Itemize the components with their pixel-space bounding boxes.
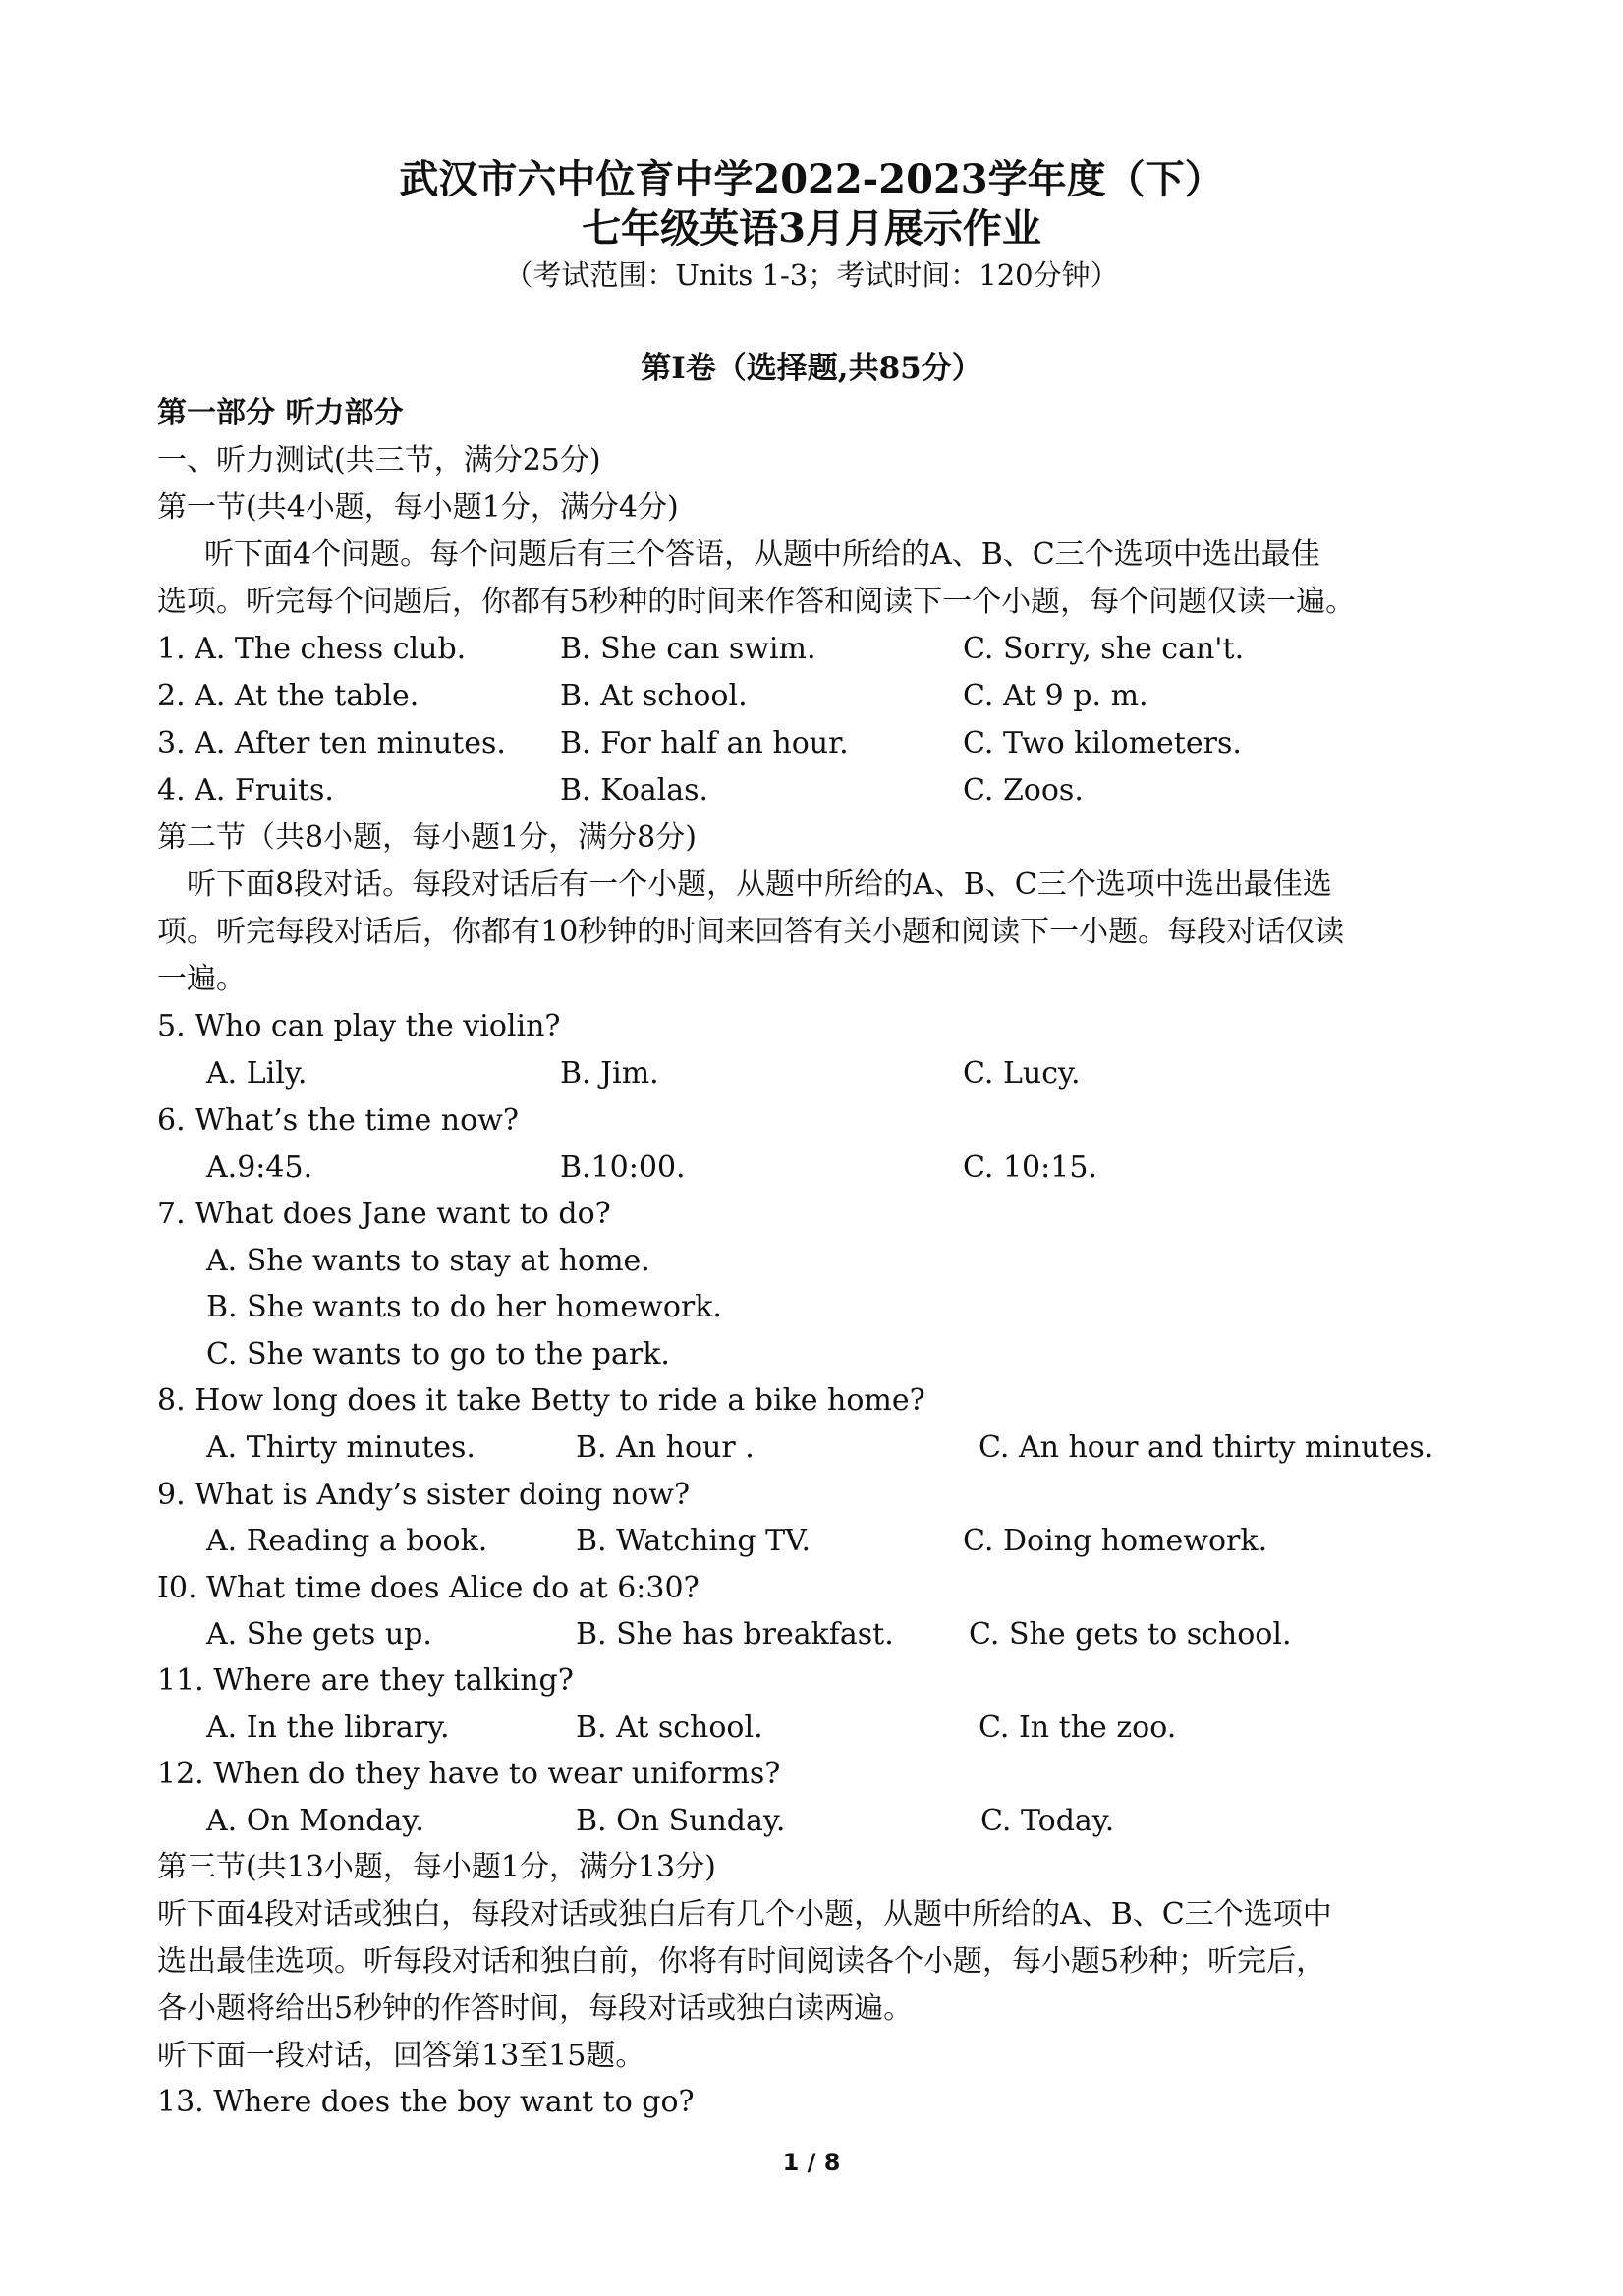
q11-option-c: C. In the zoo. — [979, 1710, 1177, 1745]
section3-instruction: 听下面一段对话，回答第13至15题。 — [157, 2039, 645, 2073]
section1-instruction: 选项。听完每个问题后，你都有5秒种的时间来作答和阅读下一个小题，每个问题仅读一遍。 — [157, 585, 1356, 619]
q8-stem: 8. How long does it take Betty to ride a bike home? — [157, 1383, 925, 1418]
q10-option-c: C. She gets to school. — [969, 1617, 1292, 1652]
q5-stem: 5. Who can play the violin? — [157, 1009, 561, 1043]
q6-option-a: A.9:45. — [206, 1150, 313, 1185]
q6-option-c: C. 10:15. — [963, 1150, 1097, 1185]
q2-option-b: B. At school. — [560, 679, 748, 713]
exam-scope: （考试范围：Units 1-3；考试时间：120分钟） — [504, 258, 1119, 292]
q12-option-a: A. On Monday. — [206, 1804, 424, 1838]
q5-option-a: A. Lily. — [206, 1056, 308, 1091]
q13-stem: 13. Where does the boy want to go? — [157, 2085, 695, 2119]
section1-heading: 第一节(共4小题，每小题1分，满分4分) — [157, 490, 679, 525]
q12-option-c: C. Today. — [980, 1804, 1115, 1838]
q10-stem: I0. What time does Alice do at 6:30? — [157, 1571, 700, 1605]
section3-instruction: 听下面4段对话或独白，每段对话或独白后有几个小题，从题中所给的A、B、C三个选项中 — [157, 1897, 1332, 1932]
section3-instruction: 选出最佳选项。听每段对话和独白前，你将有时间阅读各个小题，每小题5秒种；听完后， — [157, 1944, 1326, 1979]
section2-instruction: 项。听完每段对话后，你都有10秒钟的时间来回答有关小题和阅读下一小题。每段对话仅读 — [157, 915, 1345, 949]
q6-stem: 6. What’s the time now? — [157, 1103, 519, 1138]
part-title: 第一部分 听力部分 — [157, 396, 404, 430]
q11-option-b: B. At school. — [576, 1710, 763, 1745]
q3-option-a: 3. A. After ten minutes. — [157, 726, 506, 760]
q2-option-a: 2. A. At the table. — [157, 679, 420, 713]
page-number: 1 / 8 — [782, 2149, 841, 2176]
q9-option-b: B. Watching TV. — [576, 1524, 812, 1558]
q7-option-a: A. She wants to stay at home. — [206, 1244, 650, 1278]
q10-option-b: B. She has breakfast. — [576, 1617, 894, 1652]
q3-option-c: C. Two kilometers. — [963, 726, 1242, 760]
q5-option-c: C. Lucy. — [963, 1056, 1081, 1091]
q10-option-a: A. She gets up. — [206, 1617, 432, 1652]
q1-option-a: 1. A. The chess club. — [157, 632, 467, 666]
q1-option-b: B. She can swim. — [560, 632, 816, 666]
section3-heading: 第三节(共13小题，每小题1分，满分13分) — [157, 1850, 716, 1884]
exam-subject-title: 七年级英语3月月展示作业 — [582, 205, 1041, 252]
section1-instruction: 听下面4个问题。每个问题后有三个答语，从题中所给的A、B、C三个选项中选出最佳 — [204, 537, 1320, 572]
q4-option-a: 4. A. Fruits. — [157, 773, 334, 808]
q7-option-b: B. She wants to do her homework. — [206, 1290, 722, 1324]
q8-option-a: A. Thirty minutes. — [206, 1430, 476, 1465]
q11-option-a: A. In the library. — [206, 1710, 450, 1745]
q9-option-c: C. Doing homework. — [963, 1524, 1268, 1558]
q3-option-b: B. For half an hour. — [560, 726, 849, 760]
q2-option-c: C. At 9 p. m. — [963, 679, 1148, 713]
q1-option-c: C. Sorry, she can't. — [963, 632, 1245, 666]
section2-instruction: 听下面8段对话。每段对话后有一个小题，从题中所给的A、B、C三个选项中选出最佳选 — [187, 868, 1332, 902]
q7-option-c: C. She wants to go to the park. — [206, 1337, 670, 1372]
q6-option-b: B.10:00. — [560, 1150, 686, 1185]
q7-stem: 7. What does Jane want to do? — [157, 1197, 611, 1231]
q9-option-a: A. Reading a book. — [206, 1524, 488, 1558]
q4-option-b: B. Koalas. — [560, 773, 709, 808]
q5-option-b: B. Jim. — [560, 1056, 659, 1091]
section3-instruction: 各小题将给出5秒钟的作答时间，每段对话或独白读两遍。 — [157, 1991, 914, 2026]
exam-title: 武汉市六中位育中学2022-2023学年度（下） — [399, 156, 1224, 202]
q8-option-b: B. An hour . — [576, 1430, 755, 1465]
q12-stem: 12. When do they have to wear uniforms? — [157, 1757, 781, 1791]
q8-option-c: C. An hour and thirty minutes. — [979, 1430, 1434, 1465]
section2-instruction: 一遍。 — [157, 962, 246, 996]
listening-heading: 一、听力测试(共三节，满分25分) — [157, 443, 601, 477]
q4-option-c: C. Zoos. — [963, 773, 1084, 808]
q12-option-b: B. On Sunday. — [576, 1804, 786, 1838]
q9-stem: 9. What is Andy’s sister doing now? — [157, 1478, 691, 1512]
q11-stem: 11. Where are they talking? — [157, 1663, 574, 1698]
section2-heading: 第二节（共8小题，每小题1分，满分8分) — [157, 820, 697, 855]
volume-heading: 第I卷（选择题,共85分） — [641, 351, 982, 386]
